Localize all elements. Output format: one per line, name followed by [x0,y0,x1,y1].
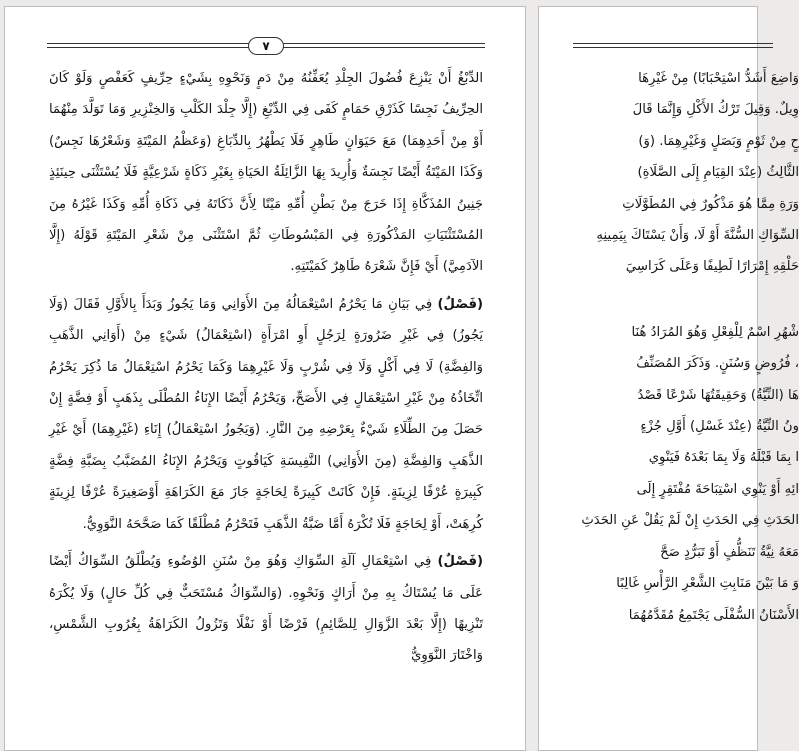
text-line: حٍ مِنْ ثَوْمٍ وَبَصَلٍ وَغَيْرِهِمَا. (وَ) [638,133,799,149]
right-page-text [569,63,799,631]
text-line: وَ مَا بَيْنَ مَنَابِتِ الشَّعْرِ الرَّأْسِ غَالِبًا [616,576,799,592]
text-line: ائِهِ أَوْ يَنْوِي اسْتِبَاحَةَ مُفْتَقِرٍ إِلَى [636,481,799,497]
left-page [4,6,526,751]
paragraph-text: فِي اسْتِعْمَالِ آلَةِ السِّوَاكِ وَهُوَ مِنْ سُنَنِ الوُضُوءِ وَيُطْلَقُ السِّوَاكُ أَيْضًا عَلَى مَا يُسْتَاكُ بِهِ مِنْ أَرَاكٍ وَنَحْوِهِ. (وَالسِّوَاكُ مُسْتَحَبٌّ فِي كُلِّ حَالٍ) وَلَا يُكْرَهُ تَنْزِيهًا (إِلَّا بَعْدَ الزَّوَالِ لِلصَّائِمِ) فَرْضًا أَوْ نَفْلًا وَتَزُولُ الكَرَاهَةُ بِغُرُوبِ الشَّمْسِ، وَاخْتَارَ النَّوَوِيُّ [49,554,483,664]
header-rule [573,47,773,48]
text-line: مَعَهُ نِيَّةُ تَنَظُّفٍ أَوْ تَبَرُّدٍ صَحَّ [660,544,799,560]
text-line: السِّوَاكِ السُّنَّةَ أَوْ لَا، وَأَنْ يَسْتَاكَ بِيَمِينِهِ [596,228,799,244]
right-page [538,6,799,751]
text-line: وَرَةِ مِمَّا هُوَ مَذْكُورٌ فِي المُطَوَّلَاتِ [622,196,799,212]
paragraph-label: (فَصْلٌ) [437,554,483,570]
paragraph-text: فِي بَيَانِ مَا يَحْرُمُ اسْتِعْمَالُهُ مِنَ الأَوَانِي وَمَا يَجُوزُ وَبَدَأَ بِالأَوَّلِ فَقَالَ (وَلَا يَجُوزُ) فِي غَيْرِ ضَرُورَةٍ لِرَجُلٍ أَوِ امْرَأَةٍ (اسْتِعْمَالُ) شَيْءٍ مِنْ (أَوَانِي الذَّهَبِ وَالفِضَّةِ) لَا فِي أَكْلٍ وَلَا فِي شُرْبٍ وَلَا غَيْرِهِمَا وَكَمَا يَحْرُمُ اسْتِعْمَالُ مَا ذُكِرَ يَحْرُمُ اتِّخَاذُهُ مِنْ غَيْرِ اسْتِعْمَالٍ فِي الأَصَحِّ، وَيَحْرُمُ أَيْضًا الإِنَاءُ المُطْلَى بِذَهَبٍ أَوْ فِضَّةٍ إِنْ حَصَلَ مِنَ الطِّلَاءِ شَيْءٌ بِعَرْضِهِ مِنَ النَّارِ. (وَيَجُوزُ اسْتِعْمَالُ) إِنَاءِ (غَيْرِهِمَا) أَيْ غَيْرِ الذَّهَبِ وَالفِضَّةِ (مِنَ الأَوَانِي) النَّفِيسَةِ كَيَاقُوتٍ وَيَحْرُمُ الإِنَاءُ المُضَبَّبُ بِضَبَّةِ فِضَّةٍ كَبِيرَةٍ عُرْفًا لِزِينَةٍ. فَإِنْ كَانَتْ كَبِيرَةً لِحَاجَةٍ جَازَ مَعَ الكَرَاهَةِ أَوْصَغِيرَةً عُرْفًا لِزِينَةٍ كُرِهَتْ، أَوْ لِحَاجَةٍ فَلَا تُكْرَهُ أَمَّا ضَبَّةُ الذَّهَبِ فَتَحْرُمُ مُطْلَقًا كَمَا صَحَّحَهُ النَّوَوِيُّ. [49,296,483,532]
paragraph [49,546,483,672]
text-line: وَاضِعَ أَشَدُّ اسْتِحْبَابًا) مِنْ غَيْرِهَا [638,71,799,86]
text-line: الحَدَثِ فِي الحَدَثِ إِنْ لَمْ يَقُلْ عَنِ الحَدَثِ [581,513,799,529]
text-line: حَلْقِهِ إِمْرَارًا لَطِيفًا وَعَلَى كَرَاسِيَ [625,259,799,275]
header-rule [573,43,773,44]
text-line: شْهُرِ اسْمٌ لِلْفِعْلِ وَهُوَ المُرَادُ هُنَا [631,324,799,340]
paragraph-text: الدِّبْغُ أَنْ يَنْزِعَ فُضُولَ الجِلْدِ يُعَفِّنُهُ مِنْ دَمٍ وَنَحْوِهِ بِشَيْءٍ حِرِّيفٍ كَعَفْصٍ وَلَوْ كَانَ الحِرِّيفُ نَجِسًا كَذَرْقِ حَمَامٍ كَفَى فِي الدِّبْغِ (إِلَّا جِلْدَ الكَلْبِ وَالخِنْزِيرِ وَمَا تَوَلَّدَ مِنْهُمَا أَوْ مِنْ أَحَدِهِمَا) مَعَ حَيَوَانٍ طَاهِرٍ فَلَا يَطْهُرُ بِالدِّبَاغِ (وَعَظْمُ المَيْتَةِ وَشَعْرُهَا نَجِسٌ) وَكَذَا المَيْتَةُ أَيْضًا نَجِسَةٌ وَأُرِيدَ بِهَا الزَّائِلَةُ الحَيَاةِ بِغَيْرِ ذَكَاةٍ شَرْعِيَّةٍ فَلَا يُسْتَثْنَى حِينَئِذٍ جَنِينُ المُذَكَّاةِ إِذَا خَرَجَ مِنْ بَطْنِ أُمِّهِ مَيْتًا لِأَنَّ ذَكَاتَهُ فِي ذَكَاةِ أُمِّهِ وَكَذَا غَيْرُهُ مِنَ المُسْتَثْنَيَاتِ المَذْكُورَةِ فِي المَبْسُوطَاتِ ثُمَّ اسْتَثْنَى مِنْ شَعْرِ المَيْتَةِ قَوْلَهُ (إِلَّا الآدَمِيَّ) أَيْ فَإِنَّ شَعْرَهُ طَاهِرٌ كَمَيْتَتِهِ. [49,71,483,275]
text-line: الأَسْنَانُ السُّفْلَى يَجْتَمِعُ مُقَدَّمُهُمَا [628,607,799,623]
page-number-badge: ٧ [248,37,284,55]
left-page-text [49,63,483,672]
text-line: الثَّالِثُ (عِنْدَ القِيَامِ إِلَى الصَّلَاةِ) [637,165,799,181]
paragraph-label: (فَصْلٌ) [437,296,483,312]
text-line: ونُ النِّيَّةُ (عِنْدَ غَسْلِ) أَوَّلِ جُزْءٍ [640,419,799,435]
paragraph [49,63,483,283]
paragraph [49,289,483,540]
text-line: هَا (النِّيَّةُ) وَحَقِيقَتُهَا شَرْعًا قَصْدُ [637,387,799,403]
text-line: ، فُرُوضٍ وَسُنَنٍ. وَذَكَرَ المُصَنِّفُ [636,356,799,372]
text-line: وِيلٌ. وَقِيلَ تَرْكُ الأَكْلِ وَإِنَّمَا قَالَ [632,102,799,118]
text-line: ا بِمَا قَبْلَهُ وَلَا بِمَا بَعْدَهُ فَيَنْوِي [648,450,799,466]
